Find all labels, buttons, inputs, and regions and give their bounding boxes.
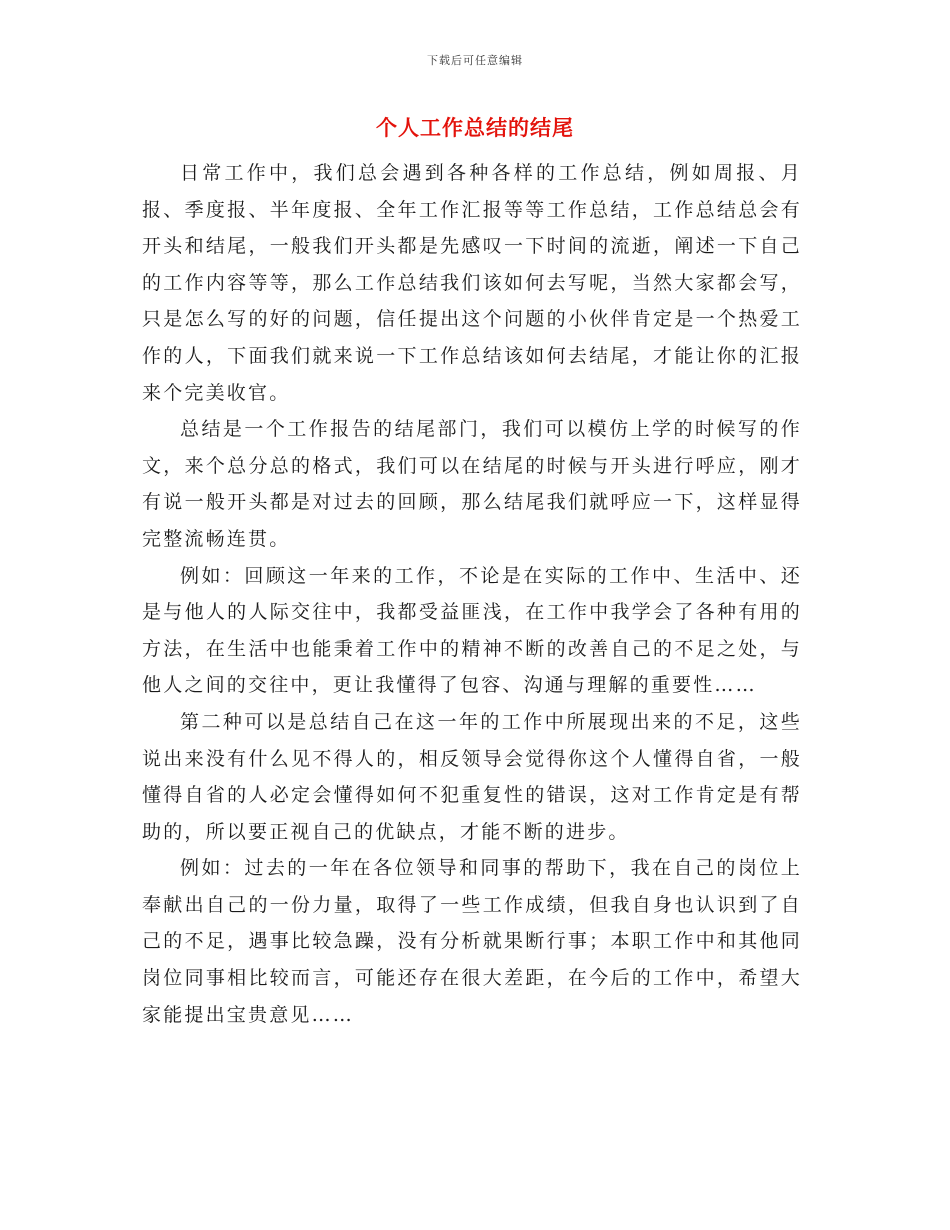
- paragraph: 例如：过去的一年在各位领导和同事的帮助下，我在自己的岗位上奉献出自己的一份力量，取得了一些工作成绩，但我自身也认识到了自己的不足，遇事比较急躁，没有分析就果断行事；本职工作中和其他同岗位同事相比较而言，可能还存在很大差距，在今后的工作中，希望大家能提出宝贵意见……: [142, 857, 802, 1026]
- paragraph: 第二种可以是总结自己在这一年的工作中所展现出来的不足，这些说出来没有什么见不得人的，相反领导会觉得你这个人懂得自省，一般懂得自省的人必定会懂得如何不犯重复性的错误，这对工作肯定是有帮助的，所以要正视自己的优缺点，才能不断的进步。: [142, 710, 802, 843]
- header-note: 下载后可任意编辑: [427, 54, 523, 67]
- paragraph: 例如：回顾这一年来的工作，不论是在实际的工作中、生活中、还是与他人的人际交往中，我都受益匪浅，在工作中我学会了各种有用的方法，在生活中也能秉着工作中的精神不断的改善自己的不足之处，与他人之间的交往中，更让我懂得了包容、沟通与理解的重要性……: [142, 564, 802, 697]
- page-title: 个人工作总结的结尾: [376, 116, 574, 140]
- document-body: [142, 155, 802, 1033]
- paragraph: 日常工作中，我们总会遇到各种各样的工作总结，例如周报、月报、季度报、半年度报、全年工作汇报等等工作总结，工作总结总会有开头和结尾，一般我们开头都是先感叹一下时间的流逝，阐述一下自己的工作内容等等，那么工作总结我们该如何去写呢，当然大家都会写，只是怎么写的好的问题，信任提出这个问题的小伙伴肯定是一个热爱工作的人，下面我们就来说一下工作总结该如何去结尾，才能让你的汇报来个完美收官。: [142, 162, 802, 404]
- paragraph: 总结是一个工作报告的结尾部门，我们可以模仿上学的时候写的作文，来个总分总的格式，我们可以在结尾的时候与开头进行呼应，刚才有说一般开头都是对过去的回顾，那么结尾我们就呼应一下，这样显得完整流畅连贯。: [142, 418, 802, 550]
